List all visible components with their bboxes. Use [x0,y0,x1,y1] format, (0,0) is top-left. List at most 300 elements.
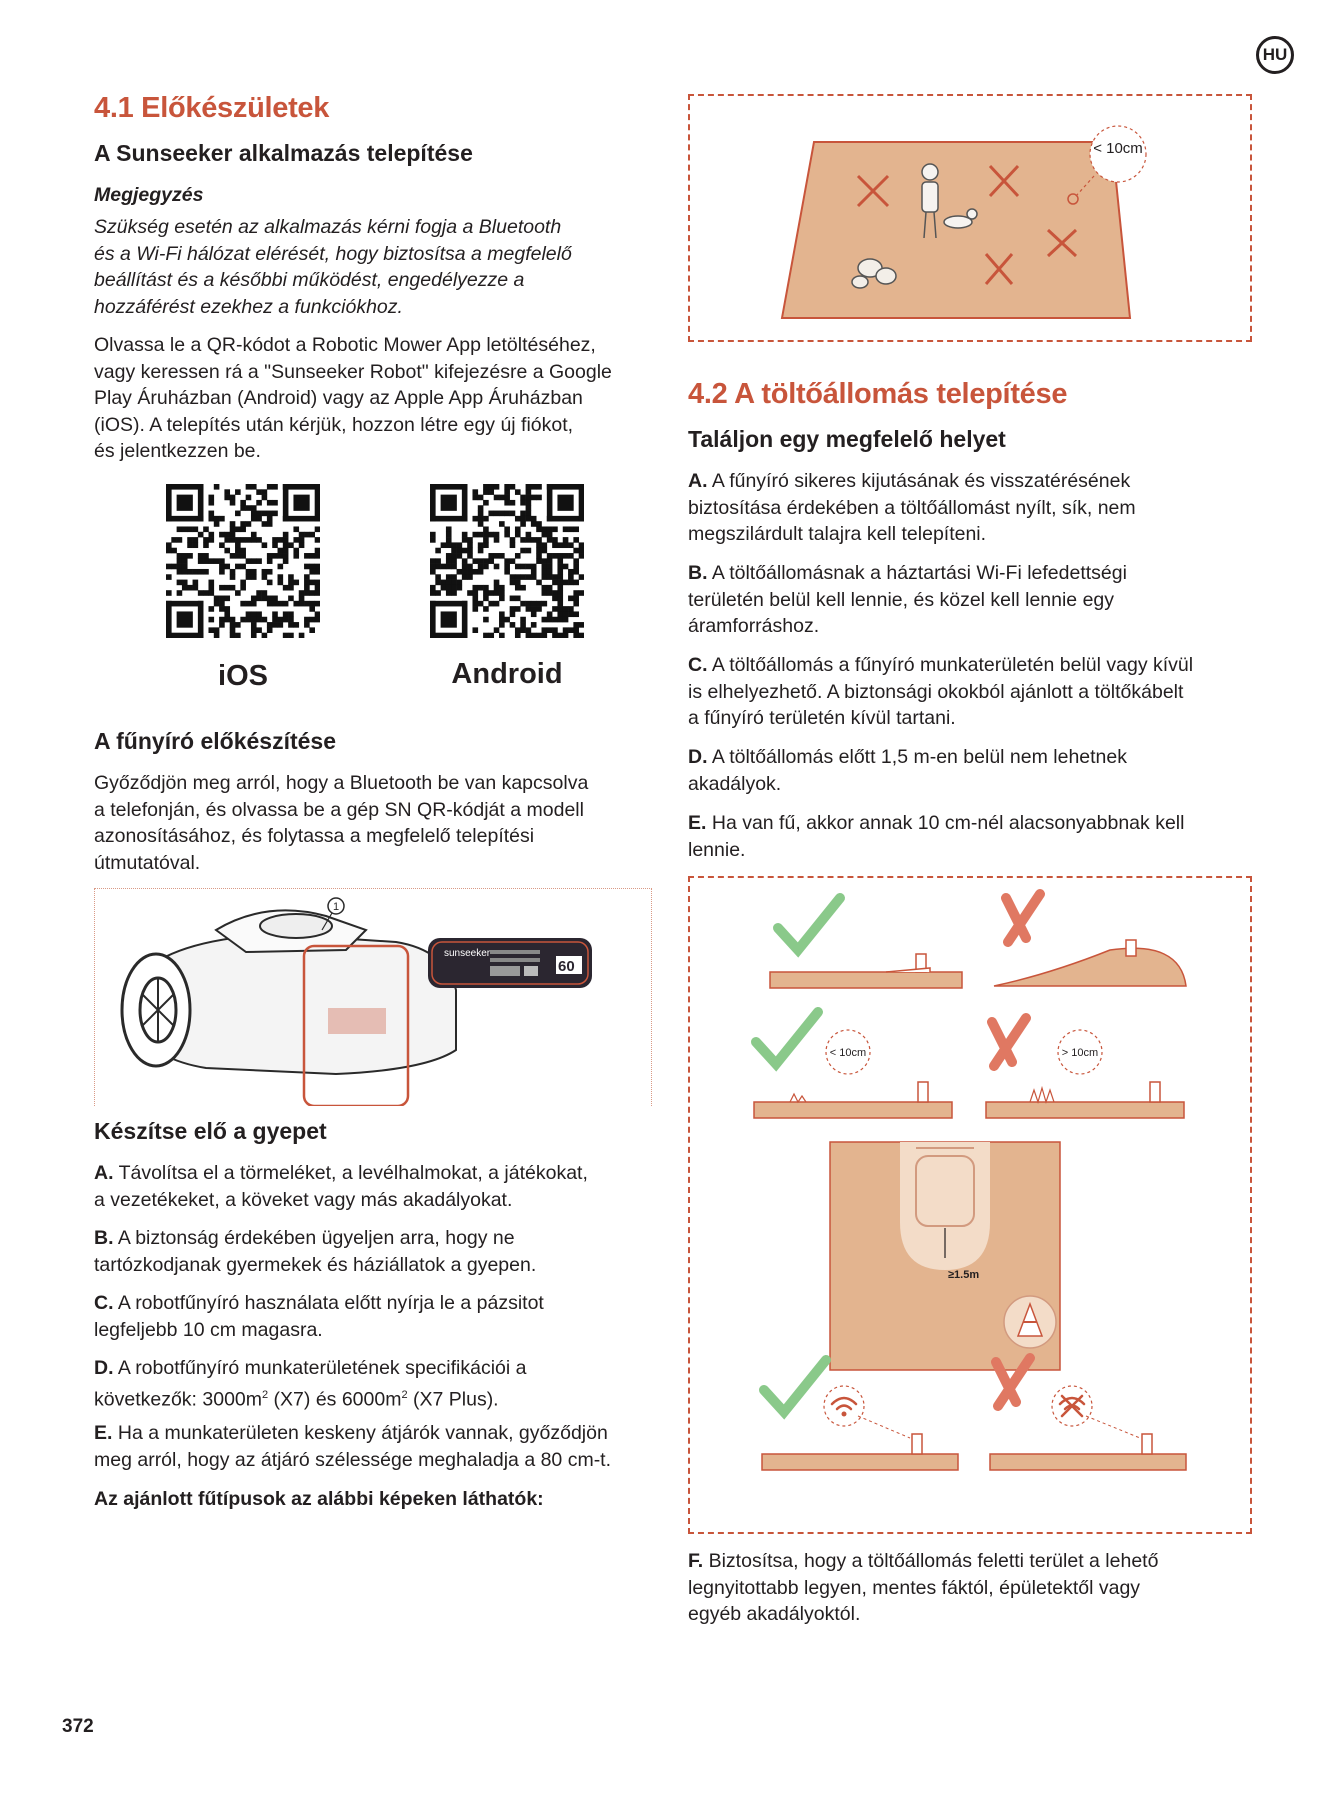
short-grass-label: < 10cm [829,1047,867,1059]
qr-module [510,500,516,506]
qr-module [542,532,548,538]
location-item-line: A töltőállomásnak a háztartási Wi-Fi lefedettségi [711,562,1127,584]
qr-module [267,521,273,527]
qr-module [483,516,489,522]
qr-module [483,484,489,490]
qr-module [430,537,436,543]
qr-module [531,521,537,527]
qr-module [531,633,537,638]
qr-module [309,569,315,575]
qr-module [510,542,516,548]
qr-module [230,569,236,575]
qr-module [488,532,494,538]
qr-module [451,548,457,554]
qr-module [435,574,441,580]
qr-module [557,611,563,617]
qr-module [235,622,241,628]
qr-module [504,484,510,490]
qr-module [457,553,463,559]
qr-module [262,521,268,527]
qr-module [579,553,584,559]
qr-module [446,532,452,538]
note-text [94,214,572,320]
qr-module [557,564,563,570]
qr-module [494,532,500,538]
lawn-item-line: meg arról, hogy az átjáró szélessége meghaladja a 80 cm-t. [94,1448,612,1471]
qr-module [309,601,315,607]
qr-module [526,495,532,501]
qr-module [510,484,516,490]
qr-module [573,569,579,575]
qr-module [293,548,299,554]
qr-module [309,590,315,596]
qr-module [256,500,262,506]
qr-module [510,537,516,543]
qr-module [510,611,516,617]
qr-module [288,574,294,580]
qr-module [240,500,246,506]
qr-module [315,601,320,607]
qr-module [304,564,310,570]
location-item-letter: C. [688,654,708,676]
lawn-item-b [94,1225,536,1278]
qr-module [563,606,569,612]
sup-2: 2 [401,1388,408,1401]
qr-module [246,521,252,527]
qr-module [224,537,230,543]
qr-module [235,633,241,638]
qr-module [166,548,172,554]
qr-module [430,585,436,591]
qr-module [435,558,441,564]
lawn-obstacle-diagram [690,96,1250,340]
qr-module [315,617,320,623]
qr-module [262,633,268,638]
qr-module [446,580,452,586]
qr-module [515,526,521,532]
lawn-item-letter: C. [94,1292,114,1314]
ground-wifi [762,1416,958,1470]
qr-module [504,569,510,575]
qr-module [557,596,563,602]
qr-module [230,500,236,506]
qr-module [547,553,553,559]
qr-module [219,542,225,548]
qr-module [230,585,236,591]
note-line: hozzáférést ezekhez a funkciókhoz. [94,295,403,318]
qr-module [462,569,468,575]
qr-module [520,585,526,591]
qr-module [520,627,526,633]
qr-module [435,548,441,554]
qr-module [457,548,463,554]
qr-module [203,590,209,596]
location-item-letter: F. [688,1550,704,1572]
qr-module [472,516,478,522]
cross-icon [992,1018,1026,1066]
qr-module [214,627,220,633]
qr-module [262,596,268,602]
qr-module [299,537,305,543]
qr-module [267,622,273,628]
qr-module [542,569,548,575]
qr-module [283,548,289,554]
qr-module [499,521,505,527]
qr-module [573,596,579,602]
qr-module [568,574,574,580]
qr-module [451,542,457,548]
qr-module [262,511,268,517]
qr-module [552,606,558,612]
qr-module [451,580,457,586]
qr-module [278,553,284,559]
qr-module [193,569,199,575]
qr-module [283,553,289,559]
qr-module [579,548,584,554]
qr-module [547,627,553,633]
qr-module [526,489,532,495]
qr-module [536,548,542,554]
qr-module [166,542,172,548]
install-paragraph [94,332,612,465]
qr-module [504,617,510,623]
qr-module [219,516,225,522]
qr-module [256,511,262,517]
qr-module [219,622,225,628]
qr-module [504,558,510,564]
qr-module [246,558,252,564]
qr-module [557,553,563,559]
qr-module [224,532,230,538]
qr-module [224,611,230,617]
qr-module [299,542,305,548]
mower-prep-line: útmutatóval. [94,851,201,874]
qr-module [267,500,273,506]
qr-module [563,526,569,532]
area-x7: következők: 3000m [94,1388,263,1410]
qr-module [272,484,278,490]
qr-module [278,548,284,554]
qr-module [536,526,542,532]
qr-module [552,596,558,602]
qr-module [251,596,257,602]
qr-module [278,574,284,580]
qr-module [526,532,532,538]
ground-short-grass [754,1082,952,1118]
qr-module [251,574,257,580]
qr-module [193,542,199,548]
qr-module [256,516,262,522]
note-line: beállítást és a későbbi működést, engedélyezze a [94,269,525,291]
qr-module [478,564,484,570]
mower-prep-heading: A fűnyíró előkészítése [94,728,337,754]
qr-module [187,537,193,543]
qr-module [304,553,310,559]
qr-module [483,532,489,538]
install-line: (iOS). A telepítés után kérjük, hozzon létre egy új fiókot, [94,413,574,436]
qr-module [251,617,257,623]
qr-module [430,590,436,596]
qr-module [198,601,204,638]
qr-module [547,484,553,521]
qr-module [478,516,484,522]
qr-module [552,633,558,638]
qr-module [542,558,548,564]
qr-module [478,601,484,607]
qr-module [531,611,537,617]
qr-module [478,569,484,575]
qr-module [441,611,457,627]
qr-module [515,596,521,602]
qr-module [552,574,558,580]
qr-module [488,558,494,564]
lawn-item-line: legfeljebb 10 cm magasra. [94,1318,323,1341]
qr-module [240,585,246,591]
qr-module [557,495,573,511]
lawn-item-c [94,1290,544,1343]
qr-module [219,617,225,623]
qr-module [515,516,521,522]
qr-module [240,537,246,543]
location-item-letter: E. [688,812,707,834]
qr-module [488,489,494,495]
qr-module [283,542,289,548]
qr-module [478,495,484,501]
qr-module [499,596,505,602]
qr-module [526,574,532,580]
qr-module [182,553,188,559]
qr-module [552,590,558,596]
qr-module [483,617,489,623]
qr-module [483,585,489,591]
qr-module [187,542,193,548]
location-item-line: Biztosítsa, hogy a töltőállomás feletti terület a lehető [708,1550,1159,1572]
qr-module [430,532,436,538]
qr-module [552,537,558,543]
qr-module [536,558,542,564]
qr-module [304,622,310,628]
qr-module [531,495,537,501]
qr-module [435,580,441,586]
qr-module [208,495,214,501]
qr-module [563,537,569,543]
qr-module [441,542,447,548]
qr-module [573,548,579,554]
qr-module [304,590,310,596]
install-line: Play Áruházban (Android) vagy az Apple App Áruházban [94,387,583,409]
qr-module [462,574,468,580]
qr-module [256,627,262,633]
lawn-item-line: tartózkodjanak gyermekek és háziállatok a gyepen. [94,1253,537,1276]
qr-module [251,611,257,617]
qr-module [235,553,241,559]
location-item-line: egyéb akadályoktól. [688,1603,861,1625]
qr-module [251,569,257,575]
qr-module [504,526,510,532]
qr-module [315,548,320,554]
qr-module [283,585,289,591]
qr-module [240,617,246,623]
distance-label: ≥1.5m [948,1269,980,1281]
location-item-e [688,810,1184,863]
qr-module [526,564,532,570]
qr-module [568,553,574,559]
qr-module [251,601,257,607]
qr-module [536,495,542,501]
qr-module [235,590,241,596]
page-number: 372 [62,1716,94,1737]
qr-code-android[interactable] [430,484,584,638]
qr-module [494,511,500,517]
qr-module [563,611,569,617]
qr-module [451,585,457,591]
qr-module [510,511,516,517]
qr-module [483,500,489,506]
qr-module [182,585,188,591]
qr-module [520,537,526,543]
qr-module [520,564,526,570]
location-item-line: áramforráshoz. [688,615,820,637]
qr-module [552,526,558,532]
qr-module [177,611,193,627]
qr-module [214,633,220,638]
qr-android-label: Android [451,658,563,690]
check-icon [756,1012,818,1064]
qr-module [467,574,473,580]
qr-module [557,601,563,607]
qr-module [483,542,489,548]
qr-module [166,601,172,638]
qr-module [293,553,299,559]
qr-module [177,537,183,543]
qr-module [483,633,489,638]
qr-module [552,617,558,623]
qr-module [557,580,563,586]
qr-module [579,574,584,580]
location-item-letter: A. [688,470,708,492]
qr-module [579,542,584,548]
qr-module [166,590,172,596]
qr-module [262,574,268,580]
qr-module [520,548,526,554]
qr-module [251,627,257,633]
qr-module [235,542,241,548]
qr-module [219,569,225,575]
qr-module [472,606,478,612]
qr-module [488,484,494,490]
qr-module [579,633,584,638]
qr-module [304,585,310,591]
qr-module [293,580,299,586]
qr-module [166,564,172,570]
qr-module [315,553,320,559]
qr-module [283,611,289,617]
qr-module [219,606,225,612]
qr-module [563,617,569,623]
ground-flat [770,954,962,988]
qr-module [304,601,310,607]
qr-module [472,596,478,602]
qr-module [224,606,230,612]
lawn-item-line: Ha a munkaterületen keskeny átjárók vannak, győződjön [117,1422,608,1444]
qr-module [504,511,510,517]
qr-module [536,542,542,548]
mower-prep-line: azonosításához, és folytassa a megfelelő telepítési [94,825,535,847]
qr-module [230,574,236,580]
qr-module [251,537,257,543]
qr-module [299,633,305,638]
qr-module [557,590,563,596]
qr-module [309,532,315,538]
qr-module [166,484,203,490]
qr-module [504,500,510,506]
qr-module [526,505,532,511]
qr-module [494,601,500,607]
qr-module [430,564,436,570]
qr-module [309,553,315,559]
qr-module [526,537,532,543]
qr-module [203,542,209,548]
grass-types-note: Az ajánlott fűtípusok az alábbi képeken láthatók: [94,1488,544,1510]
qr-module [208,606,214,612]
qr-module [515,489,521,495]
qr-module [272,611,278,617]
qr-module [246,505,252,511]
qr-module [283,537,289,543]
qr-module [288,611,294,617]
qr-module [166,574,172,580]
qr-module [547,617,553,623]
qr-module [510,606,516,612]
qr-module [579,484,584,521]
qr-module [457,580,463,586]
qr-module [488,601,494,607]
qr-module [208,590,214,596]
qr-module [568,627,574,633]
qr-module [457,569,463,575]
qr-module [472,627,478,633]
qr-module [309,580,315,586]
qr-module [251,516,257,522]
qr-module [251,558,257,564]
qr-module [446,542,452,548]
qr-module [203,558,209,564]
qr-module [208,500,214,506]
qr-module [451,574,457,580]
qr-module [467,564,473,570]
qr-module [272,622,278,628]
qr-module [573,558,579,564]
lawn-item-line: A biztonság érdekében ügyeljen arra, hogy ne [117,1227,515,1249]
qr-module [214,484,220,490]
qr-module [531,601,537,607]
qr-module [299,532,305,538]
location-item-letter: B. [688,562,708,584]
qr-module [526,601,532,607]
qr-module [166,516,203,522]
qr-module [230,532,236,538]
lawn-item-line: A robotfűnyíró munkaterületének specifikációi a [117,1357,527,1379]
qr-module [504,495,510,501]
qr-module [526,511,532,517]
qr-module [462,537,468,543]
qr-code-ios[interactable] [166,484,320,638]
qr-module [536,521,542,527]
qr-module [193,526,199,532]
qr-module [224,585,230,591]
qr-module [246,617,252,623]
lawn-item-d [94,1355,527,1413]
